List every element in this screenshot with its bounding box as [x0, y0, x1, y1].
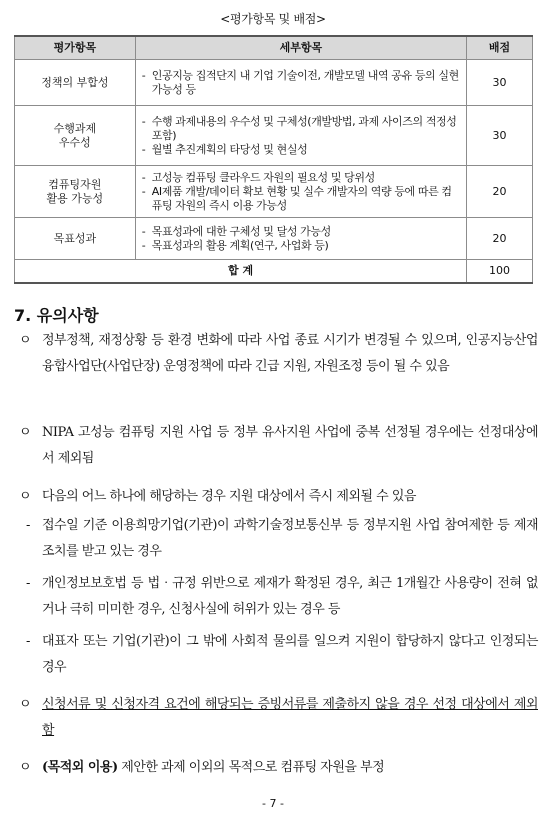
sub-note-item — [14, 629, 538, 681]
circle-bullet: ㅇ — [19, 760, 32, 775]
table-caption: <평가항목 및 배점> — [220, 12, 326, 26]
total-score: 100 — [467, 260, 533, 284]
note-item — [14, 420, 538, 472]
row-details — [135, 60, 466, 106]
row-score: 20 — [467, 218, 533, 260]
note-bold-label: (목적외 이용) — [42, 760, 118, 775]
section-title: 7. 유의사항 — [14, 306, 99, 325]
circle-bullet: ㅇ — [19, 333, 32, 348]
table-row — [15, 218, 533, 260]
detail-line: - 목표성과에 대한 구체성 및 달성 가능성 — [141, 224, 331, 238]
detail-line: - AI제품 개발/데이터 확보 현황 및 실수 개발자의 역량 등에 따른 컴퓨팅 자원의 즉시 이용 가능성 — [141, 184, 452, 212]
dash-bullet: - — [26, 518, 30, 533]
detail-line: - 수행 과제내용의 우수성 및 구체성(개발방법, 과제 사이즈의 적정성 포함) — [141, 114, 457, 142]
note-item — [14, 328, 538, 380]
row-category: 컴퓨팅자원 활용 가능성 — [15, 166, 136, 218]
page-number: - 7 - — [262, 797, 284, 810]
sub-note-item — [14, 571, 538, 623]
row-details — [135, 218, 466, 260]
sub-note-text: 개인정보보호법 등 법‧규정 위반으로 제재가 확정된 경우, 최근 1개월간 사용량이 전혀 없거나 극히 미미한 경우, 신청사실에 허위가 있는 경우 등 — [42, 576, 538, 617]
circle-bullet: ㅇ — [19, 697, 32, 712]
note-item — [14, 755, 538, 781]
note-text: 다음의 어느 하나에 해당하는 경우 지원 대상에서 즉시 제외될 수 있음 — [42, 489, 416, 504]
row-score: 30 — [467, 60, 533, 106]
row-details — [135, 166, 466, 218]
note-item — [14, 484, 538, 510]
note-rest: 제안한 과제 이외의 목적으로 컴퓨팅 자원을 부정 — [117, 760, 385, 775]
detail-line: - 인공지능 집적단지 내 기업 기술이전, 개발모델 내역 공유 등의 실현 가능성 등 — [141, 68, 459, 96]
row-score: 30 — [467, 106, 533, 166]
row-details — [135, 106, 466, 166]
note-text: NIPA 고성능 컴퓨팅 지원 사업 등 정부 유사지원 사업에 중복 선정될 경우에는 선정대상에서 제외됨 — [42, 425, 538, 466]
header-details: 세부항목 — [135, 36, 466, 60]
row-category: 수행과제 우수성 — [15, 106, 136, 166]
detail-line: - 월별 추진계획의 타당성 및 현실성 — [141, 142, 308, 156]
note-text — [42, 755, 538, 781]
note-text-underlined: 신청서류 및 신청자격 요건에 해당되는 증빙서류를 제출하지 않을 경우 선정 대상에서 제외함 — [42, 697, 538, 738]
table-header-row — [15, 36, 533, 60]
header-score: 배점 — [467, 36, 533, 60]
table-row — [15, 106, 533, 166]
table-row — [15, 166, 533, 218]
table-total-row — [15, 260, 533, 284]
detail-line: - 목표성과의 활용 계획(연구, 사업화 등) — [141, 238, 329, 252]
row-category: 정책의 부합성 — [15, 60, 136, 106]
evaluation-table — [14, 35, 533, 284]
dash-bullet: - — [26, 576, 30, 591]
sub-note-text: 대표자 또는 기업(기관)이 그 밖에 사회적 물의를 일으켜 지원이 합당하지 않다고 인정되는 경우 — [42, 634, 538, 675]
total-label: 합 계 — [15, 260, 467, 284]
header-category: 평가항목 — [15, 36, 136, 60]
note-text: 정부정책, 재정상황 등 환경 변화에 따라 사업 종료 시기가 변경될 수 있으며, 인공지능산업융합사업단(사업단장) 운영정책에 따라 긴급 지원, 자원조정 등이 될 수 있음 — [42, 333, 538, 374]
detail-line: - 고성능 컴퓨팅 클라우드 자원의 필요성 및 당위성 — [141, 170, 375, 184]
row-score: 20 — [467, 166, 533, 218]
note-item — [14, 692, 538, 744]
table-row — [15, 60, 533, 106]
circle-bullet: ㅇ — [19, 425, 32, 440]
dash-bullet: - — [26, 634, 30, 649]
sub-note-text: 접수일 기준 이용희망기업(기관)이 과학기술정보통신부 등 정부지원 사업 참여제한 등 제재조치를 받고 있는 경우 — [42, 518, 538, 559]
row-category: 목표성과 — [15, 218, 136, 260]
sub-note-item — [14, 513, 538, 565]
circle-bullet: ㅇ — [19, 489, 32, 504]
